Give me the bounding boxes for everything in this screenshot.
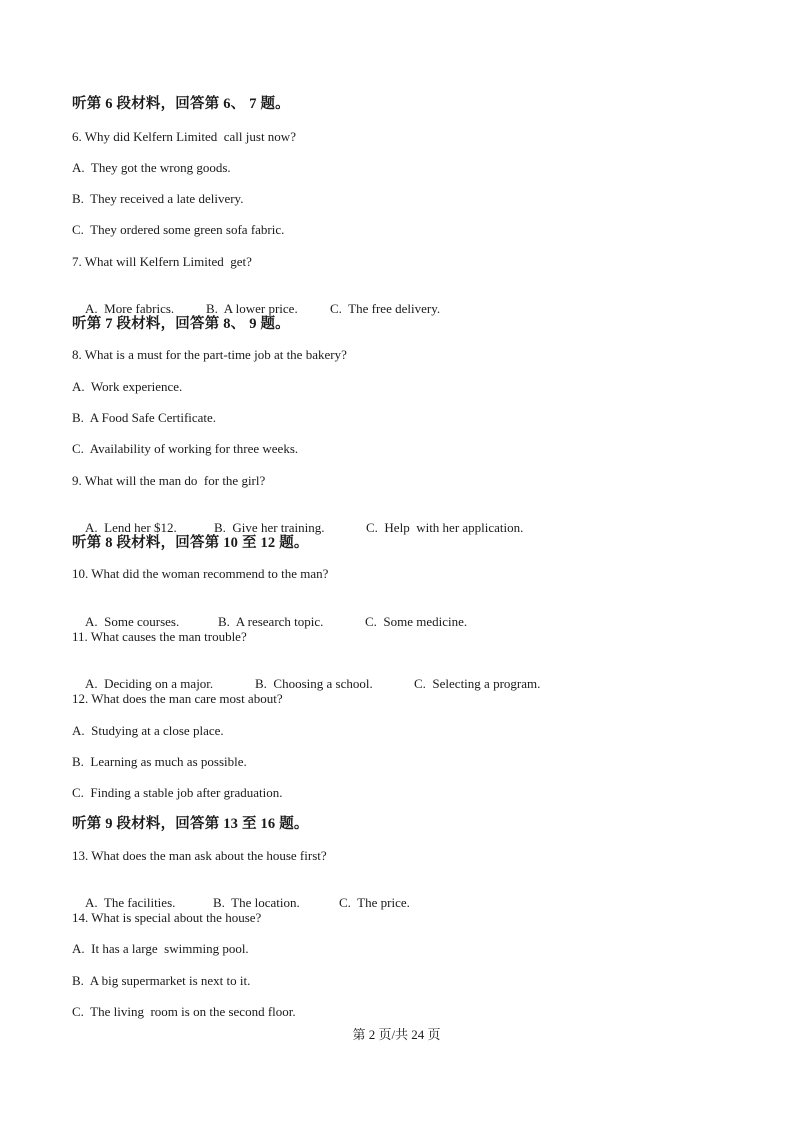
q12-option-b: B. Learning as much as possible.	[72, 754, 247, 769]
question-10: 10. What did the woman recommend to the man?	[72, 566, 329, 581]
q8-option-b: B. A Food Safe Certificate.	[72, 410, 217, 425]
question-11: 11. What causes the man trouble?	[72, 629, 247, 644]
q9-option-a: A. Lend her $12.	[85, 520, 177, 535]
q13-option-b: B. The location.	[213, 895, 300, 910]
q11-option-b: B. Choosing a school.	[255, 676, 373, 691]
q8-option-c: C. Availability of working for three weeks.	[72, 441, 299, 456]
q11-option-c: C. Selecting a program.	[414, 676, 541, 691]
q11-option-a: A. Deciding on a major.	[85, 676, 214, 691]
q13-option-c: C. The price.	[339, 895, 410, 910]
q6-option-c: C. They ordered some green sofa fabric.	[72, 222, 285, 237]
question-14: 14. What is special about the house?	[72, 910, 262, 925]
section-heading-9: 听第 9 段材料，回答第 13 至 16 题。	[72, 816, 309, 832]
page-footer: 第 2 页/共 24 页	[352, 1027, 441, 1042]
q6-option-a: A. They got the wrong goods.	[72, 160, 231, 175]
q14-option-c: C. The living room is on the second floor.	[72, 1004, 296, 1019]
section-heading-7: 听第 7 段材料，回答第 8、 9 题。	[72, 316, 290, 332]
q7-option-c: C. The free delivery.	[330, 301, 441, 316]
q7-option-a: A. More fabrics.	[85, 301, 175, 316]
question-6: 6. Why did Kelfern Limited call just now?	[72, 129, 296, 144]
q9-option-c: C. Help with her application.	[366, 520, 524, 535]
q13-option-a: A. The facilities.	[85, 895, 176, 910]
section-heading-8: 听第 8 段材料，回答第 10 至 12 题。	[72, 535, 309, 551]
question-13: 13. What does the man ask about the house first?	[72, 848, 327, 863]
q10-option-b: B. A research topic.	[218, 614, 324, 629]
q14-option-b: B. A big supermarket is next to it.	[72, 973, 251, 988]
q6-option-b: B. They received a late delivery.	[72, 191, 244, 206]
q10-option-c: C. Some medicine.	[365, 614, 468, 629]
question-8: 8. What is a must for the part-time job at the bakery?	[72, 347, 347, 362]
q7-option-b: B. A lower price.	[206, 301, 298, 316]
q12-option-c: C. Finding a stable job after graduation.	[72, 785, 283, 800]
section-heading-6: 听第 6 段材料，回答第 6、 7 题。	[72, 96, 290, 112]
question-7: 7. What will Kelfern Limited get?	[72, 254, 252, 269]
q10-option-a: A. Some courses.	[85, 614, 180, 629]
question-9: 9. What will the man do for the girl?	[72, 473, 266, 488]
q9-option-b: B. Give her training.	[214, 520, 325, 535]
q8-option-a: A. Work experience.	[72, 379, 183, 394]
question-12: 12. What does the man care most about?	[72, 691, 283, 706]
q12-option-a: A. Studying at a close place.	[72, 723, 224, 738]
q14-option-a: A. It has a large swimming pool.	[72, 941, 249, 956]
